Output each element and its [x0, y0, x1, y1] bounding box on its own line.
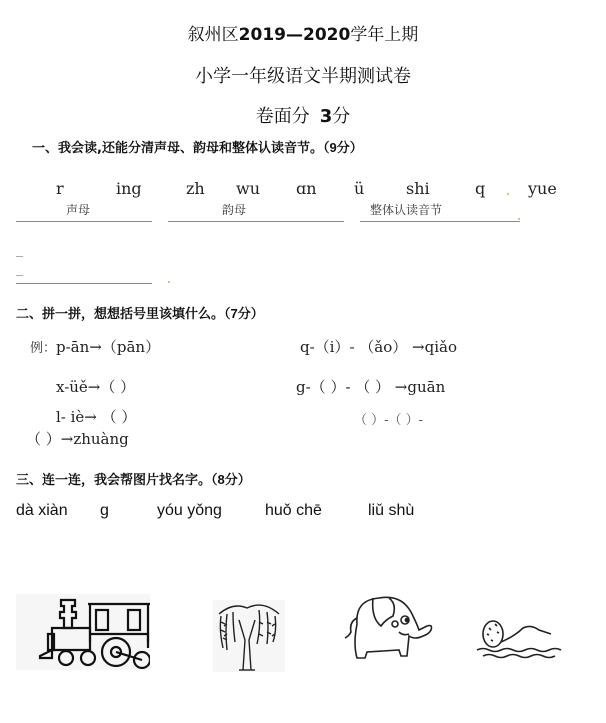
category-whole-syllables-label: 整体认读音节: [370, 203, 443, 217]
section2-score: 7: [230, 306, 238, 321]
example-pan: p-ān→（pān）: [56, 338, 161, 356]
answer-line-extra[interactable]: [16, 283, 152, 284]
section2-heading: [16, 303, 264, 322]
presentation-score: [0, 102, 606, 128]
willow-tree-icon: [213, 600, 285, 672]
answer-line-whole-syllables[interactable]: [360, 221, 520, 222]
presentation-score-value: 3: [319, 106, 333, 127]
section1-heading-text: 一、我会读,还能分清声母、韵母和整体认读音节。（: [32, 141, 330, 156]
answer-dash: [16, 275, 23, 276]
section3-heading: [16, 469, 251, 488]
syllable-wu: wu: [236, 179, 260, 198]
item-xue: x-üě→（ ）: [56, 378, 136, 396]
section1-heading-end: 分）: [336, 141, 363, 156]
example-row: [30, 336, 160, 357]
syllable-zh: zh: [186, 179, 205, 198]
exam-title-line1: [0, 20, 606, 45]
syllable-an: ɑn: [296, 179, 317, 198]
item-lie: l- iè→ （ ）: [56, 408, 137, 426]
district: 叙州区: [187, 25, 239, 45]
stray-dot: [507, 193, 509, 195]
category-initials-label: 声母: [66, 203, 91, 217]
willow-tree-picture[interactable]: [213, 600, 285, 672]
answer-line-finals[interactable]: [168, 221, 344, 222]
swimmer-picture[interactable]: [475, 614, 565, 662]
answer-dash: [16, 256, 23, 257]
item-zhuang: （ ）→zhuàng: [26, 430, 129, 448]
section3-score: 8: [217, 472, 225, 487]
section1-heading: [32, 137, 363, 156]
word-liushu[interactable]: liǔ shù: [368, 502, 415, 519]
answer-line-initials[interactable]: [16, 221, 152, 222]
stray-dot: [518, 218, 520, 220]
train-icon: [16, 594, 150, 670]
example-qiao: q-（i）- （ǎo） →qiǎo: [300, 338, 457, 356]
word-daxiang-g[interactable]: g: [100, 502, 109, 519]
section3-heading-text: 三、连一连，我会帮图片找名字。（: [16, 473, 218, 488]
school-years: 2019—2020: [238, 25, 351, 45]
syllable-q: q: [475, 179, 486, 198]
item-zhuang-blanks: （ ）-（ ）-: [354, 413, 424, 428]
term: 学年上期: [350, 25, 419, 45]
section3-heading-end: 分）: [224, 473, 251, 488]
swimmer-icon: [475, 614, 565, 662]
word-youyong[interactable]: yóu yǒng: [157, 502, 222, 519]
syllable-u-umlaut: ü: [354, 179, 365, 198]
section2-heading-text: 二、拼一拼，想想括号里该填什么。（: [16, 307, 231, 322]
category-finals-label: 韵母: [222, 203, 247, 217]
presentation-score-unit: 分: [332, 106, 351, 127]
syllable-ing: ing: [116, 179, 142, 198]
word-huoche[interactable]: huǒ chē: [265, 502, 322, 519]
section2-heading-end: 分）: [237, 307, 264, 322]
syllable-shi: shi: [406, 179, 430, 198]
item-guan: g-（ ）- （ ） →guān: [296, 378, 446, 396]
syllable-yue: yue: [528, 179, 557, 198]
word-daxiang[interactable]: dà xiàn: [16, 502, 68, 519]
exam-title-line2: 小学一年级语文半期测试卷: [195, 66, 411, 87]
train-picture[interactable]: [16, 594, 150, 670]
example-label: 例：: [30, 341, 57, 356]
elephant-icon: [337, 594, 445, 666]
section1-score: 9: [329, 140, 337, 155]
syllable-r: r: [56, 179, 64, 198]
presentation-score-label: 卷面分: [255, 106, 310, 127]
elephant-picture[interactable]: [337, 594, 445, 666]
stray-dot: [168, 281, 170, 283]
